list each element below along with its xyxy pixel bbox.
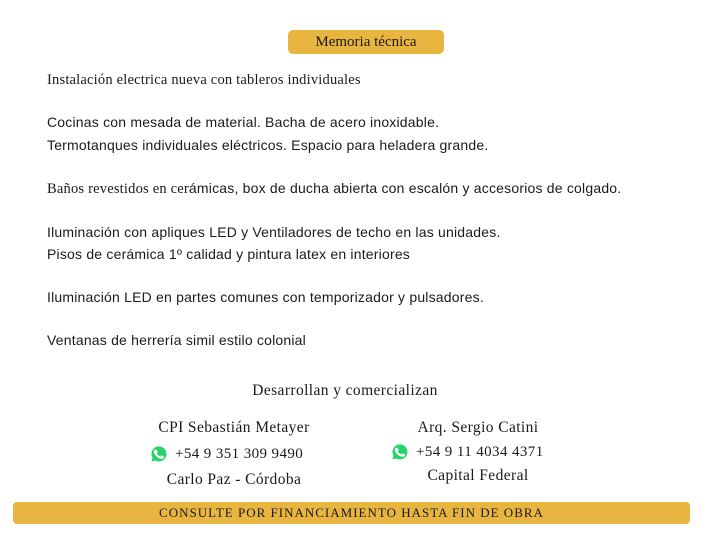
whatsapp-icon xyxy=(150,445,168,463)
contact-right-phone[interactable]: +54 9 11 4034 4371 xyxy=(416,443,544,460)
whatsapp-icon xyxy=(391,443,409,461)
spec-line-bathrooms xyxy=(47,179,621,198)
spec-line-electrical: Instalación electrica nueva con tableros individuales xyxy=(47,72,361,88)
contact-left-location: Carlo Paz - Córdoba xyxy=(166,471,302,488)
developers-heading: Desarrollan y comercializan xyxy=(252,382,438,399)
spec-line-windows: Ventanas de herrería simil estilo colonial xyxy=(47,332,306,348)
contact-left-phone-row[interactable] xyxy=(150,445,303,463)
spec-line-water-heaters: Termotanques individuales eléctricos. Espacio para heladera grande. xyxy=(47,137,489,153)
spec-line-common-lighting: Iluminación LED en partes comunes con temporizador y pulsadores. xyxy=(47,289,484,305)
spec-line-kitchens: Cocinas con mesada de material. Bacha de acero inoxidable. xyxy=(47,114,440,130)
contact-right-phone-row[interactable] xyxy=(391,443,544,461)
spec-line-bathrooms-part-1: Baños revestidos en cer xyxy=(47,181,189,197)
contact-left-phone[interactable]: +54 9 351 309 9490 xyxy=(175,445,304,462)
contact-right-location: Capital Federal xyxy=(427,467,529,484)
contact-right-name: Arq. Sergio Catini xyxy=(417,419,539,436)
spec-line-bathrooms-part-2: ámicas, box de ducha abierta con escalón y accesorios de colgado. xyxy=(188,180,622,196)
contact-left-name: CPI Sebastián Metayer xyxy=(158,419,310,436)
spec-line-floors: Pisos de cerámica 1º calidad y pintura latex en interiores xyxy=(47,246,411,262)
financing-banner: CONSULTE POR FINANCIAMIENTO HASTA FIN DE OBRA xyxy=(13,502,690,524)
spec-line-lighting: Iluminación con apliques LED y Ventiladores de techo en las unidades. xyxy=(47,224,501,240)
section-title: Memoria técnica xyxy=(288,30,444,54)
